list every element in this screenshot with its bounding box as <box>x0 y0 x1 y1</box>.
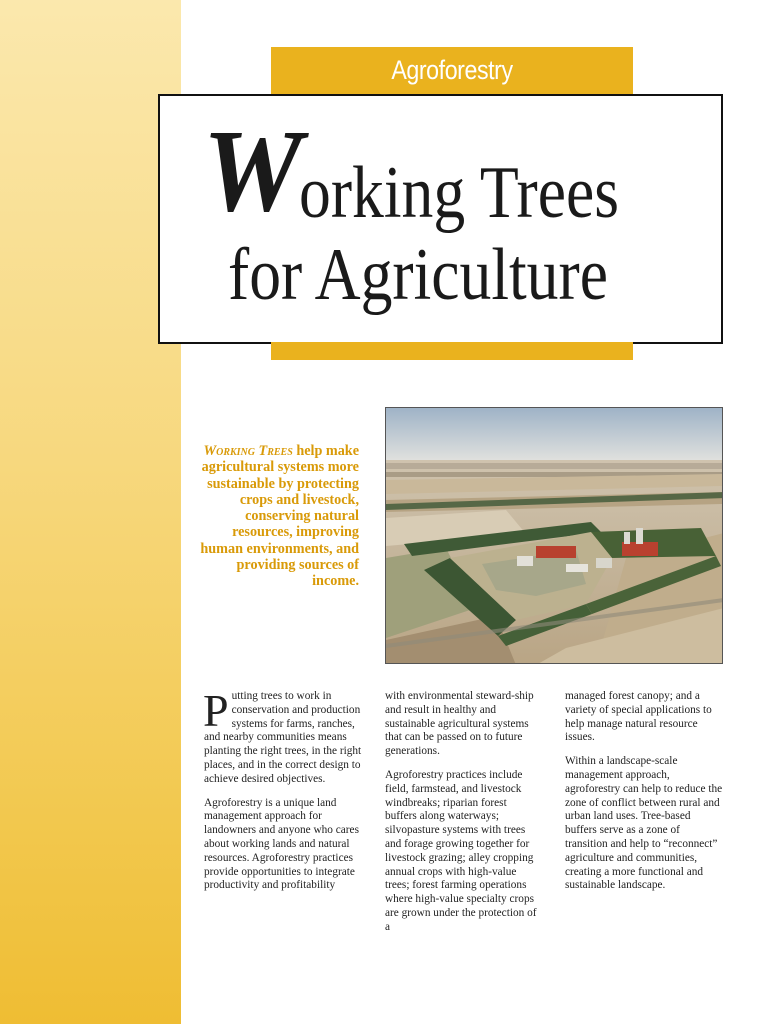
title-box <box>158 94 723 344</box>
sidebar-gradient <box>0 0 181 1024</box>
paragraph: Agroforestry is a unique land management approach for landowners and anyone who cares about working lands and natural resources. Agroforestry practices provide opportunities to integrate productivity and profitability <box>204 796 359 892</box>
paragraph: Agroforestry practices include field, farmstead, and livestock windbreaks; riparian forest buffers along waterways; silvopasture systems with trees and forage growing together for livestock grazing; alley cropping annual crops with high-value trees; forest farming operations where high-value specialty crops are grown under the protection of a <box>385 768 537 933</box>
title-line-2: for Agriculture <box>228 234 608 316</box>
banner-bottom-bar <box>271 342 633 360</box>
body-column-1 <box>203 685 362 903</box>
intro-text <box>196 443 359 590</box>
paragraph: Within a landscape-scale management approach, agroforestry can help to reduce the zone of conflict between rural and urban land uses. Tree-based buffers serve as a zone of transition and help to “reconnect” agriculture and communities, creating a more functional and sustainable landscape. <box>565 755 723 892</box>
title-dropcap: W <box>202 105 303 236</box>
paragraph <box>203 685 362 787</box>
category-label: Agroforestry <box>391 55 513 85</box>
body-column-3 <box>565 690 723 903</box>
intro-lead: Working Trees <box>203 443 293 459</box>
title-line-1 <box>200 105 671 236</box>
intro-body: help make agricultural systems more sustainable by protecting crops and livestock, conserving natural resources, improving human environments, and providing sources of income. <box>200 443 359 590</box>
category-banner <box>271 47 633 95</box>
paragraph: with environmental steward-ship and result in healthy and sustainable agricultural systems that can be passed on to future generations. <box>385 690 534 758</box>
paragraph: managed forest canopy; and a variety of special applications to help manage natural resource issues. <box>565 690 712 744</box>
aerial-farmstead-photo <box>385 407 723 664</box>
title-line-1-text: orking Trees <box>298 152 619 234</box>
paragraph-dropcap: P <box>203 685 229 736</box>
body-column-2 <box>385 690 540 945</box>
paragraph-text: utting trees to work in conservation and production systems for farms, ranches, and nearby communities means planting the right trees, in the right places, and in the correct design to achieve desired objectives. <box>204 690 362 785</box>
